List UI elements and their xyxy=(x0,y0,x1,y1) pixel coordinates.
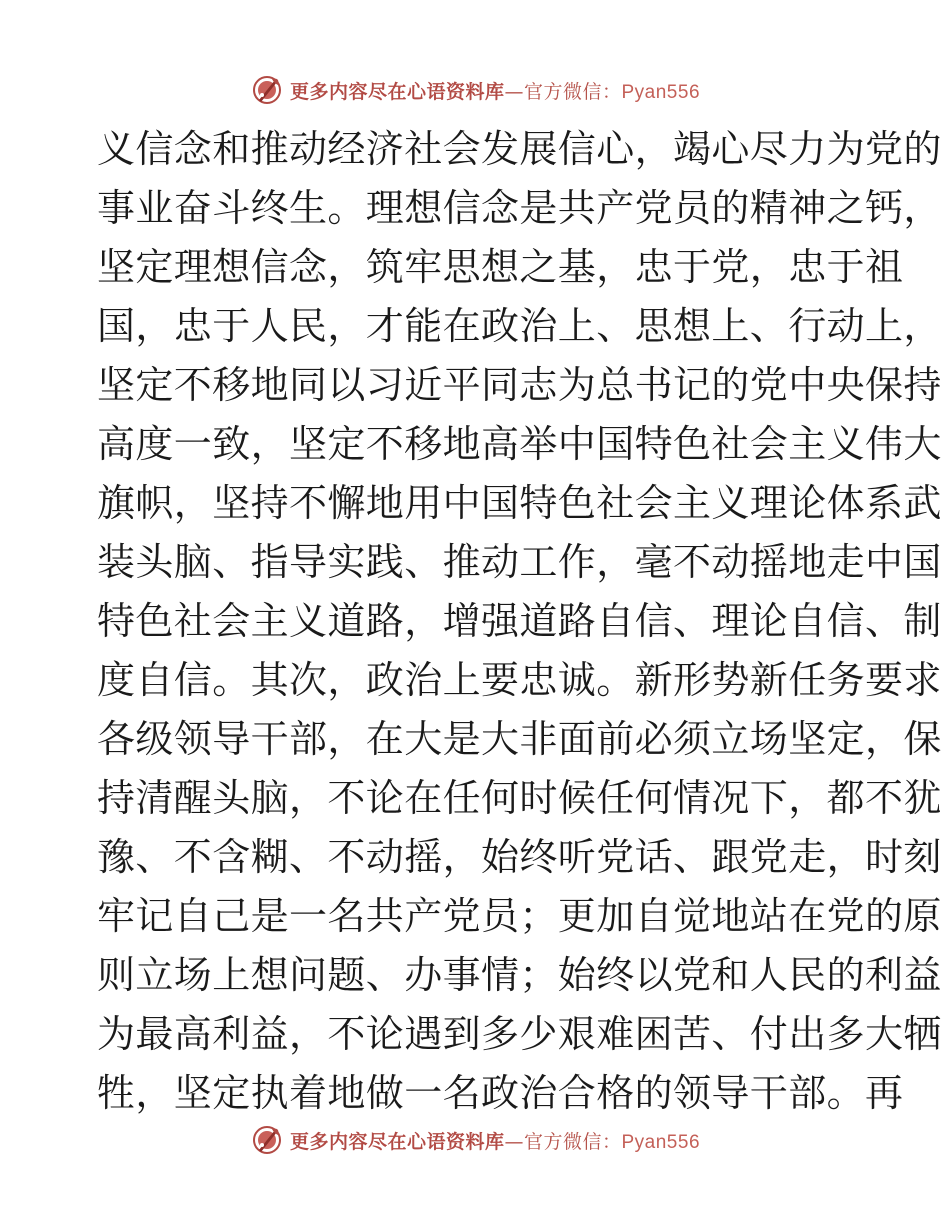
document-line: 义信念和推动经济社会发展信心，竭心尽力为党的 xyxy=(97,127,942,171)
document-line: 则立场上想问题、办事情；始终以党和人民的利益 xyxy=(97,953,942,997)
document-line: 牢记自己是一名共产党员；更加自觉地站在党的原 xyxy=(97,894,942,938)
header-watermark-contact-label: 官方微信： xyxy=(523,80,622,103)
document-line: 装头脑、指导实践、推动工作，毫不动摇地走中国 xyxy=(97,540,942,584)
document-line: 为最高利益，不论遇到多少艰难困苦、付出多大牺 xyxy=(97,1012,942,1056)
footer-watermark-contact-label: 官方微信： xyxy=(523,1130,622,1153)
quill-pen-logo-icon xyxy=(250,1123,284,1157)
document-line: 旗帜，坚持不懈地用中国特色社会主义理论体系武 xyxy=(97,481,942,525)
document-line: 豫、不含糊、不动摇，始终听党话、跟党走，时刻 xyxy=(97,835,942,879)
document-body xyxy=(97,120,942,1123)
document-line: 特色社会主义道路，增强道路自信、理论自信、制 xyxy=(97,599,942,643)
header-watermark-label: 更多内容尽在心语资料库 xyxy=(289,80,505,103)
footer-watermark-separator: — xyxy=(504,1130,524,1153)
document-line: 各级领导干部，在大是大非面前必须立场坚定，保 xyxy=(97,717,942,761)
footer-watermark-contact-id: Pyan556 xyxy=(621,1131,701,1153)
document-line: 高度一致，坚定不移地高举中国特色社会主义伟大 xyxy=(97,422,942,466)
document-line: 持清醒头脑，不论在任何时候任何情况下，都不犹 xyxy=(97,776,942,820)
header-watermark-banner xyxy=(0,70,950,110)
header-watermark-text xyxy=(290,77,700,104)
footer-watermark-label: 更多内容尽在心语资料库 xyxy=(289,1130,505,1153)
document-line: 国，忠于人民，才能在政治上、思想上、行动上， xyxy=(97,304,942,348)
header-watermark-contact-id: Pyan556 xyxy=(621,81,701,103)
document-line: 事业奋斗终生。理想信念是共产党员的精神之钙， xyxy=(97,186,942,230)
document-line: 度自信。其次，政治上要忠诚。新形势新任务要求 xyxy=(97,658,942,702)
document-line: 牲，坚定执着地做一名政治合格的领导干部。再 xyxy=(97,1071,904,1115)
quill-pen-logo-icon xyxy=(250,73,284,107)
footer-watermark-banner xyxy=(0,1120,950,1160)
document-line: 坚定理想信念，筑牢思想之基，忠于党，忠于祖 xyxy=(97,245,904,289)
document-line: 坚定不移地同以习近平同志为总书记的党中央保持 xyxy=(97,363,942,407)
header-watermark-separator: — xyxy=(504,80,524,103)
footer-watermark-text xyxy=(290,1127,700,1154)
